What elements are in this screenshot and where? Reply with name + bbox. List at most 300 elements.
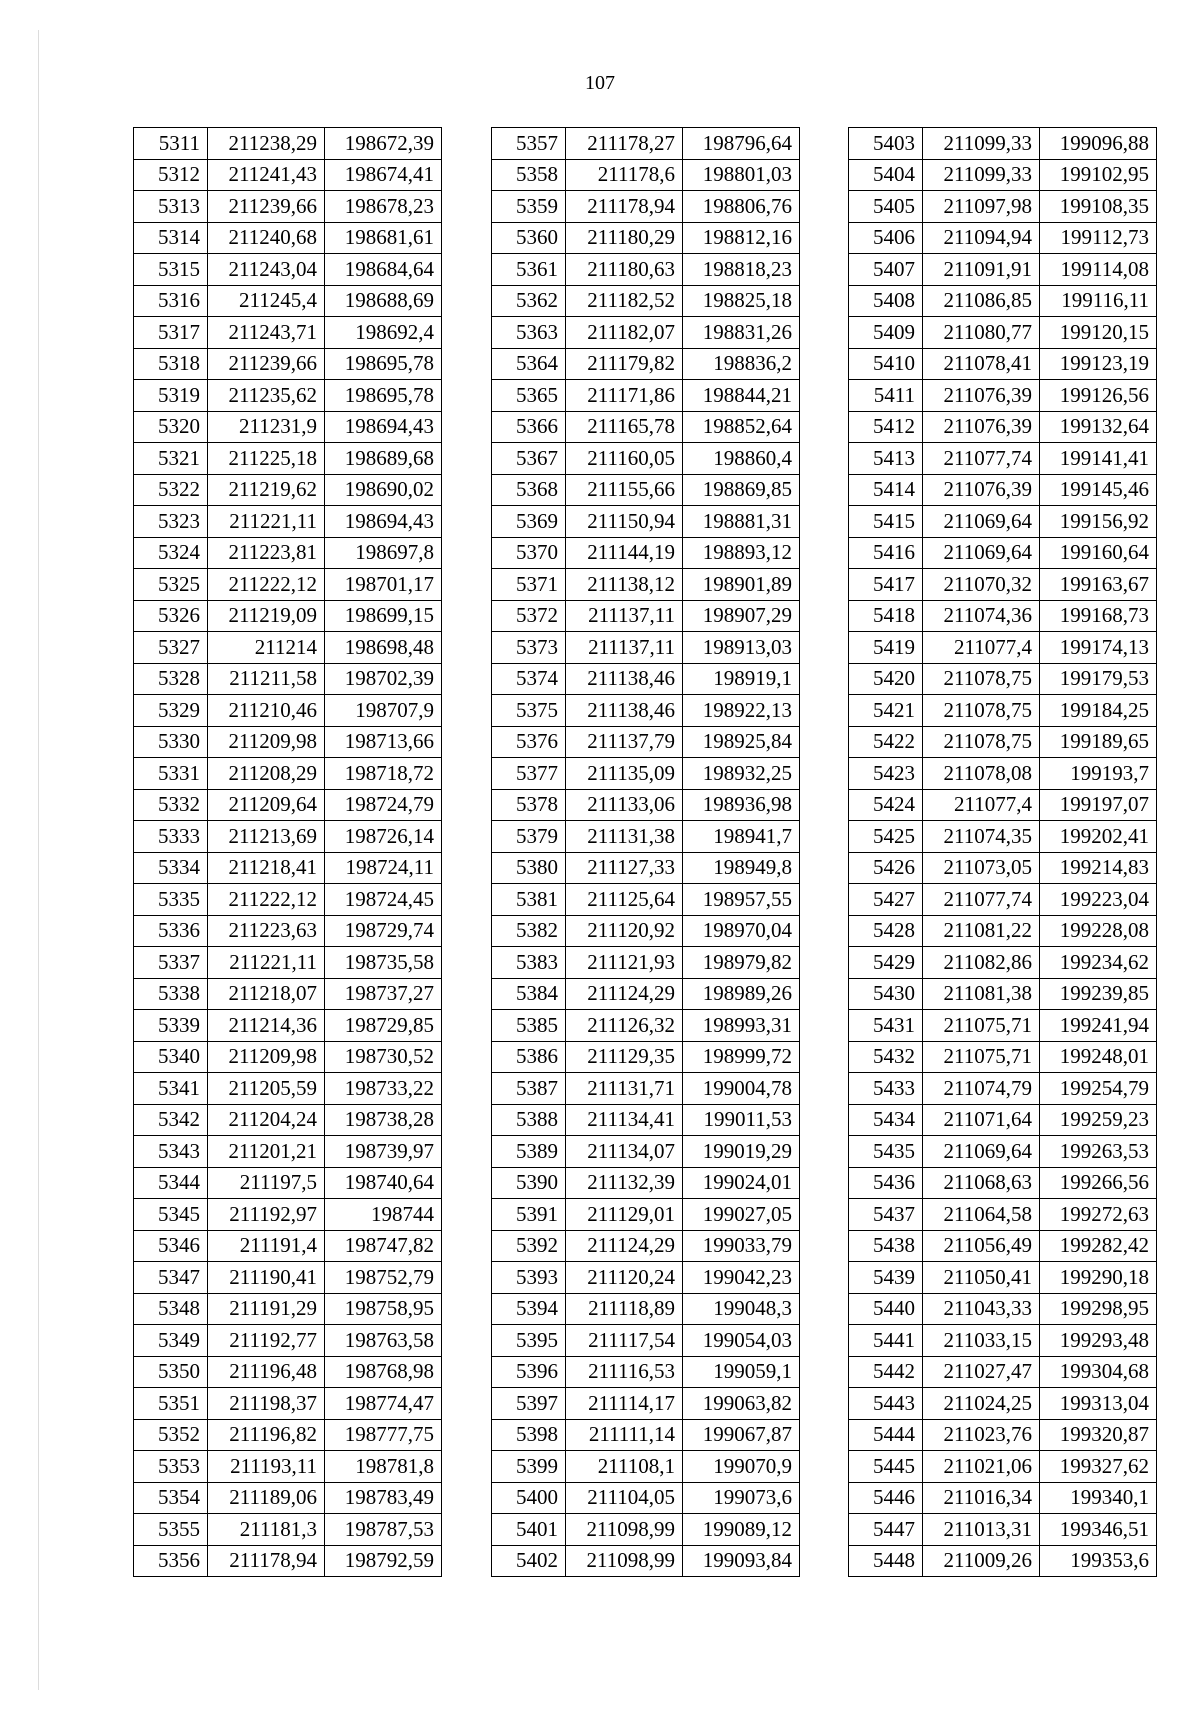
y-coordinate-cell: 199248,01 — [1040, 1041, 1157, 1073]
y-coordinate-cell: 198941,7 — [683, 821, 800, 853]
point-number-cell: 5433 — [849, 1073, 923, 1105]
y-coordinate-cell: 199272,63 — [1040, 1199, 1157, 1231]
table-row — [849, 1388, 1157, 1420]
x-coordinate-cell: 211121,93 — [566, 947, 683, 979]
point-number-cell: 5317 — [134, 317, 208, 349]
table-row — [849, 1325, 1157, 1357]
table-row — [492, 1167, 800, 1199]
table-row — [134, 159, 442, 191]
point-number-cell: 5416 — [849, 537, 923, 569]
y-coordinate-cell: 198999,72 — [683, 1041, 800, 1073]
x-coordinate-cell: 211137,11 — [566, 600, 683, 632]
table-row — [492, 1199, 800, 1231]
table-row — [492, 348, 800, 380]
y-coordinate-cell: 199304,68 — [1040, 1356, 1157, 1388]
x-coordinate-cell: 211125,64 — [566, 884, 683, 916]
x-coordinate-cell: 211182,07 — [566, 317, 683, 349]
table-row — [492, 978, 800, 1010]
point-number-cell: 5429 — [849, 947, 923, 979]
y-coordinate-cell: 198801,03 — [683, 159, 800, 191]
x-coordinate-cell: 211074,36 — [923, 600, 1040, 632]
y-coordinate-cell: 198689,68 — [325, 443, 442, 475]
y-coordinate-cell: 199266,56 — [1040, 1167, 1157, 1199]
point-number-cell: 5418 — [849, 600, 923, 632]
x-coordinate-cell: 211241,43 — [208, 159, 325, 191]
point-number-cell: 5360 — [492, 222, 566, 254]
table-row — [849, 1293, 1157, 1325]
point-number-cell: 5329 — [134, 695, 208, 727]
point-number-cell: 5312 — [134, 159, 208, 191]
x-coordinate-cell: 211078,08 — [923, 758, 1040, 790]
table-row — [492, 1514, 800, 1546]
table-row — [849, 1262, 1157, 1294]
point-number-cell: 5334 — [134, 852, 208, 884]
x-coordinate-cell: 211129,35 — [566, 1041, 683, 1073]
x-coordinate-cell: 211211,58 — [208, 663, 325, 695]
point-number-cell: 5383 — [492, 947, 566, 979]
point-number-cell: 5437 — [849, 1199, 923, 1231]
y-coordinate-cell: 199320,87 — [1040, 1419, 1157, 1451]
x-coordinate-cell: 211214,36 — [208, 1010, 325, 1042]
y-coordinate-cell: 199096,88 — [1040, 128, 1157, 160]
table-row — [134, 1199, 442, 1231]
x-coordinate-cell: 211094,94 — [923, 222, 1040, 254]
table-row — [849, 1545, 1157, 1577]
table-row — [134, 1545, 442, 1577]
point-number-cell: 5344 — [134, 1167, 208, 1199]
x-coordinate-cell: 211116,53 — [566, 1356, 683, 1388]
point-number-cell: 5420 — [849, 663, 923, 695]
y-coordinate-cell: 198674,41 — [325, 159, 442, 191]
point-number-cell: 5409 — [849, 317, 923, 349]
coordinate-table-2 — [491, 127, 800, 1577]
point-number-cell: 5432 — [849, 1041, 923, 1073]
x-coordinate-cell: 211124,29 — [566, 1230, 683, 1262]
y-coordinate-cell: 199011,53 — [683, 1104, 800, 1136]
point-number-cell: 5425 — [849, 821, 923, 853]
point-number-cell: 5370 — [492, 537, 566, 569]
scan-margin-line — [38, 30, 39, 1690]
table-row — [492, 191, 800, 223]
x-coordinate-cell: 211178,94 — [566, 191, 683, 223]
y-coordinate-cell: 198787,53 — [325, 1514, 442, 1546]
y-coordinate-cell: 198684,64 — [325, 254, 442, 286]
y-coordinate-cell: 199290,18 — [1040, 1262, 1157, 1294]
x-coordinate-cell: 211223,63 — [208, 915, 325, 947]
point-number-cell: 5367 — [492, 443, 566, 475]
y-coordinate-cell: 198695,78 — [325, 348, 442, 380]
y-coordinate-cell: 199174,13 — [1040, 632, 1157, 664]
y-coordinate-cell: 199063,82 — [683, 1388, 800, 1420]
y-coordinate-cell: 199141,41 — [1040, 443, 1157, 475]
point-number-cell: 5381 — [492, 884, 566, 916]
point-number-cell: 5327 — [134, 632, 208, 664]
x-coordinate-cell: 211180,29 — [566, 222, 683, 254]
table-row — [492, 1356, 800, 1388]
x-coordinate-cell: 211117,54 — [566, 1325, 683, 1357]
table-row — [492, 947, 800, 979]
point-number-cell: 5446 — [849, 1482, 923, 1514]
x-coordinate-cell: 211071,64 — [923, 1104, 1040, 1136]
y-coordinate-cell: 198738,28 — [325, 1104, 442, 1136]
point-number-cell: 5365 — [492, 380, 566, 412]
table-row — [849, 128, 1157, 160]
y-coordinate-cell: 198735,58 — [325, 947, 442, 979]
y-coordinate-cell: 198796,64 — [683, 128, 800, 160]
table-row — [134, 191, 442, 223]
x-coordinate-cell: 211191,4 — [208, 1230, 325, 1262]
y-coordinate-cell: 198812,16 — [683, 222, 800, 254]
table-row — [134, 758, 442, 790]
table-row — [134, 128, 442, 160]
point-number-cell: 5410 — [849, 348, 923, 380]
point-number-cell: 5331 — [134, 758, 208, 790]
y-coordinate-cell: 198881,31 — [683, 506, 800, 538]
point-number-cell: 5355 — [134, 1514, 208, 1546]
x-coordinate-cell: 211076,39 — [923, 474, 1040, 506]
x-coordinate-cell: 211201,21 — [208, 1136, 325, 1168]
point-number-cell: 5448 — [849, 1545, 923, 1577]
point-number-cell: 5336 — [134, 915, 208, 947]
x-coordinate-cell: 211074,35 — [923, 821, 1040, 853]
point-number-cell: 5402 — [492, 1545, 566, 1577]
y-coordinate-cell: 198713,66 — [325, 726, 442, 758]
table-row — [134, 915, 442, 947]
point-number-cell: 5388 — [492, 1104, 566, 1136]
y-coordinate-cell: 198913,03 — [683, 632, 800, 664]
table-row — [849, 821, 1157, 853]
point-number-cell: 5441 — [849, 1325, 923, 1357]
x-coordinate-cell: 211033,15 — [923, 1325, 1040, 1357]
table-row — [134, 380, 442, 412]
table-row — [134, 1388, 442, 1420]
table-row — [492, 1136, 800, 1168]
y-coordinate-cell: 199126,56 — [1040, 380, 1157, 412]
table-row — [492, 569, 800, 601]
y-coordinate-cell: 198737,27 — [325, 978, 442, 1010]
x-coordinate-cell: 211239,66 — [208, 191, 325, 223]
y-coordinate-cell: 199259,23 — [1040, 1104, 1157, 1136]
table-row — [134, 348, 442, 380]
x-coordinate-cell: 211016,34 — [923, 1482, 1040, 1514]
point-number-cell: 5333 — [134, 821, 208, 853]
point-number-cell: 5431 — [849, 1010, 923, 1042]
table-row — [849, 1514, 1157, 1546]
x-coordinate-cell: 211221,11 — [208, 947, 325, 979]
table-row — [492, 1262, 800, 1294]
y-coordinate-cell: 198724,45 — [325, 884, 442, 916]
y-coordinate-cell: 198949,8 — [683, 852, 800, 884]
x-coordinate-cell: 211104,05 — [566, 1482, 683, 1514]
y-coordinate-cell: 198726,14 — [325, 821, 442, 853]
y-coordinate-cell: 198783,49 — [325, 1482, 442, 1514]
point-number-cell: 5350 — [134, 1356, 208, 1388]
point-number-cell: 5332 — [134, 789, 208, 821]
point-number-cell: 5325 — [134, 569, 208, 601]
table-row — [849, 663, 1157, 695]
table-row — [492, 915, 800, 947]
x-coordinate-cell: 211205,59 — [208, 1073, 325, 1105]
x-coordinate-cell: 211238,29 — [208, 128, 325, 160]
table-row — [849, 600, 1157, 632]
table-row — [492, 317, 800, 349]
point-number-cell: 5326 — [134, 600, 208, 632]
table-row — [849, 1356, 1157, 1388]
y-coordinate-cell: 199223,04 — [1040, 884, 1157, 916]
y-coordinate-cell: 199116,11 — [1040, 285, 1157, 317]
table-row — [134, 1010, 442, 1042]
x-coordinate-cell: 211078,41 — [923, 348, 1040, 380]
y-coordinate-cell: 198733,22 — [325, 1073, 442, 1105]
point-number-cell: 5328 — [134, 663, 208, 695]
x-coordinate-cell: 211192,97 — [208, 1199, 325, 1231]
point-number-cell: 5318 — [134, 348, 208, 380]
point-number-cell: 5338 — [134, 978, 208, 1010]
y-coordinate-cell: 198681,61 — [325, 222, 442, 254]
x-coordinate-cell: 211218,41 — [208, 852, 325, 884]
table-row — [134, 254, 442, 286]
table-row — [492, 1104, 800, 1136]
x-coordinate-cell: 211222,12 — [208, 569, 325, 601]
y-coordinate-cell: 198919,1 — [683, 663, 800, 695]
table-row — [492, 1419, 800, 1451]
y-coordinate-cell: 198989,26 — [683, 978, 800, 1010]
x-coordinate-cell: 211209,64 — [208, 789, 325, 821]
point-number-cell: 5396 — [492, 1356, 566, 1388]
table-row — [849, 285, 1157, 317]
table-row — [849, 537, 1157, 569]
table-row — [849, 915, 1157, 947]
point-number-cell: 5395 — [492, 1325, 566, 1357]
y-coordinate-cell: 199193,7 — [1040, 758, 1157, 790]
x-coordinate-cell: 211080,77 — [923, 317, 1040, 349]
point-number-cell: 5377 — [492, 758, 566, 790]
point-number-cell: 5415 — [849, 506, 923, 538]
x-coordinate-cell: 211165,78 — [566, 411, 683, 443]
coordinate-table-3 — [848, 127, 1157, 1577]
x-coordinate-cell: 211120,24 — [566, 1262, 683, 1294]
y-coordinate-cell: 198747,82 — [325, 1230, 442, 1262]
table-row — [849, 474, 1157, 506]
x-coordinate-cell: 211204,24 — [208, 1104, 325, 1136]
table-row — [849, 159, 1157, 191]
x-coordinate-cell: 211171,86 — [566, 380, 683, 412]
page-number: 107 — [585, 72, 615, 94]
table-row — [492, 789, 800, 821]
y-coordinate-cell: 199019,29 — [683, 1136, 800, 1168]
y-coordinate-cell: 198758,95 — [325, 1293, 442, 1325]
point-number-cell: 5324 — [134, 537, 208, 569]
point-number-cell: 5335 — [134, 884, 208, 916]
table-row — [849, 254, 1157, 286]
point-number-cell: 5319 — [134, 380, 208, 412]
x-coordinate-cell: 211078,75 — [923, 695, 1040, 727]
x-coordinate-cell: 211138,46 — [566, 663, 683, 695]
y-coordinate-cell: 199067,87 — [683, 1419, 800, 1451]
point-number-cell: 5348 — [134, 1293, 208, 1325]
table-row — [492, 852, 800, 884]
y-coordinate-cell: 198925,84 — [683, 726, 800, 758]
x-coordinate-cell: 211078,75 — [923, 726, 1040, 758]
x-coordinate-cell: 211068,63 — [923, 1167, 1040, 1199]
y-coordinate-cell: 198818,23 — [683, 254, 800, 286]
x-coordinate-cell: 211196,82 — [208, 1419, 325, 1451]
x-coordinate-cell: 211097,98 — [923, 191, 1040, 223]
y-coordinate-cell: 199254,79 — [1040, 1073, 1157, 1105]
point-number-cell: 5424 — [849, 789, 923, 821]
table-row — [134, 821, 442, 853]
point-number-cell: 5374 — [492, 663, 566, 695]
table-row — [492, 1230, 800, 1262]
table-row — [492, 380, 800, 412]
x-coordinate-cell: 211134,07 — [566, 1136, 683, 1168]
x-coordinate-cell: 211213,69 — [208, 821, 325, 853]
x-coordinate-cell: 211178,6 — [566, 159, 683, 191]
table-row — [849, 569, 1157, 601]
x-coordinate-cell: 211081,22 — [923, 915, 1040, 947]
x-coordinate-cell: 211240,68 — [208, 222, 325, 254]
x-coordinate-cell: 211091,91 — [923, 254, 1040, 286]
x-coordinate-cell: 211160,05 — [566, 443, 683, 475]
x-coordinate-cell: 211219,09 — [208, 600, 325, 632]
x-coordinate-cell: 211075,71 — [923, 1010, 1040, 1042]
y-coordinate-cell: 199093,84 — [683, 1545, 800, 1577]
point-number-cell: 5343 — [134, 1136, 208, 1168]
y-coordinate-cell: 198740,64 — [325, 1167, 442, 1199]
table-row — [134, 695, 442, 727]
point-number-cell: 5436 — [849, 1167, 923, 1199]
point-number-cell: 5398 — [492, 1419, 566, 1451]
table-row — [134, 569, 442, 601]
y-coordinate-cell: 199234,62 — [1040, 947, 1157, 979]
x-coordinate-cell: 211191,29 — [208, 1293, 325, 1325]
point-number-cell: 5404 — [849, 159, 923, 191]
y-coordinate-cell: 198718,72 — [325, 758, 442, 790]
point-number-cell: 5394 — [492, 1293, 566, 1325]
x-coordinate-cell: 211076,39 — [923, 380, 1040, 412]
point-number-cell: 5427 — [849, 884, 923, 916]
point-number-cell: 5362 — [492, 285, 566, 317]
y-coordinate-cell: 198836,2 — [683, 348, 800, 380]
x-coordinate-cell: 211180,63 — [566, 254, 683, 286]
table-row — [134, 317, 442, 349]
x-coordinate-cell: 211137,11 — [566, 632, 683, 664]
point-number-cell: 5421 — [849, 695, 923, 727]
y-coordinate-cell: 198852,64 — [683, 411, 800, 443]
point-number-cell: 5414 — [849, 474, 923, 506]
point-number-cell: 5406 — [849, 222, 923, 254]
y-coordinate-cell: 198825,18 — [683, 285, 800, 317]
table-row — [134, 1482, 442, 1514]
y-coordinate-cell: 198844,21 — [683, 380, 800, 412]
table-row — [492, 695, 800, 727]
point-number-cell: 5356 — [134, 1545, 208, 1577]
table-row — [492, 474, 800, 506]
point-number-cell: 5411 — [849, 380, 923, 412]
x-coordinate-cell: 211082,86 — [923, 947, 1040, 979]
x-coordinate-cell: 211190,41 — [208, 1262, 325, 1294]
point-number-cell: 5352 — [134, 1419, 208, 1451]
point-number-cell: 5376 — [492, 726, 566, 758]
x-coordinate-cell: 211077,74 — [923, 884, 1040, 916]
x-coordinate-cell: 211099,33 — [923, 159, 1040, 191]
x-coordinate-cell: 211027,47 — [923, 1356, 1040, 1388]
table-row — [134, 1104, 442, 1136]
table-row — [849, 1104, 1157, 1136]
table-row — [849, 884, 1157, 916]
y-coordinate-cell: 198860,4 — [683, 443, 800, 475]
y-coordinate-cell: 199042,23 — [683, 1262, 800, 1294]
x-coordinate-cell: 211178,27 — [566, 128, 683, 160]
y-coordinate-cell: 199353,6 — [1040, 1545, 1157, 1577]
x-coordinate-cell: 211126,32 — [566, 1010, 683, 1042]
x-coordinate-cell: 211111,14 — [566, 1419, 683, 1451]
table-row — [492, 726, 800, 758]
point-number-cell: 5384 — [492, 978, 566, 1010]
table-row — [134, 1073, 442, 1105]
x-coordinate-cell: 211077,4 — [923, 632, 1040, 664]
table-row — [849, 789, 1157, 821]
point-number-cell: 5363 — [492, 317, 566, 349]
x-coordinate-cell: 211181,3 — [208, 1514, 325, 1546]
point-number-cell: 5419 — [849, 632, 923, 664]
x-coordinate-cell: 211070,32 — [923, 569, 1040, 601]
table-row — [134, 1230, 442, 1262]
y-coordinate-cell: 199241,94 — [1040, 1010, 1157, 1042]
x-coordinate-cell: 211133,06 — [566, 789, 683, 821]
point-number-cell: 5412 — [849, 411, 923, 443]
x-coordinate-cell: 211198,37 — [208, 1388, 325, 1420]
x-coordinate-cell: 211223,81 — [208, 537, 325, 569]
table-row — [134, 978, 442, 1010]
y-coordinate-cell: 198695,78 — [325, 380, 442, 412]
point-number-cell: 5369 — [492, 506, 566, 538]
table-row — [849, 1167, 1157, 1199]
y-coordinate-cell: 198907,29 — [683, 600, 800, 632]
y-coordinate-cell: 198692,4 — [325, 317, 442, 349]
point-number-cell: 5439 — [849, 1262, 923, 1294]
point-number-cell: 5341 — [134, 1073, 208, 1105]
y-coordinate-cell: 198698,48 — [325, 632, 442, 664]
y-coordinate-cell: 199293,48 — [1040, 1325, 1157, 1357]
y-coordinate-cell: 199327,62 — [1040, 1451, 1157, 1483]
y-coordinate-cell: 198701,17 — [325, 569, 442, 601]
x-coordinate-cell: 211069,64 — [923, 506, 1040, 538]
point-number-cell: 5379 — [492, 821, 566, 853]
point-number-cell: 5447 — [849, 1514, 923, 1546]
point-number-cell: 5401 — [492, 1514, 566, 1546]
y-coordinate-cell: 199073,6 — [683, 1482, 800, 1514]
table-row — [492, 1041, 800, 1073]
x-coordinate-cell: 211214 — [208, 632, 325, 664]
table-row — [134, 884, 442, 916]
y-coordinate-cell: 198777,75 — [325, 1419, 442, 1451]
y-coordinate-cell: 199228,08 — [1040, 915, 1157, 947]
y-coordinate-cell: 198739,97 — [325, 1136, 442, 1168]
x-coordinate-cell: 211098,99 — [566, 1545, 683, 1577]
x-coordinate-cell: 211056,49 — [923, 1230, 1040, 1262]
table-row — [492, 411, 800, 443]
table-row — [492, 1010, 800, 1042]
point-number-cell: 5349 — [134, 1325, 208, 1357]
table-row — [134, 726, 442, 758]
y-coordinate-cell: 198688,69 — [325, 285, 442, 317]
y-coordinate-cell: 199059,1 — [683, 1356, 800, 1388]
table-row — [492, 1388, 800, 1420]
point-number-cell: 5339 — [134, 1010, 208, 1042]
table-row — [492, 663, 800, 695]
y-coordinate-cell: 198774,47 — [325, 1388, 442, 1420]
